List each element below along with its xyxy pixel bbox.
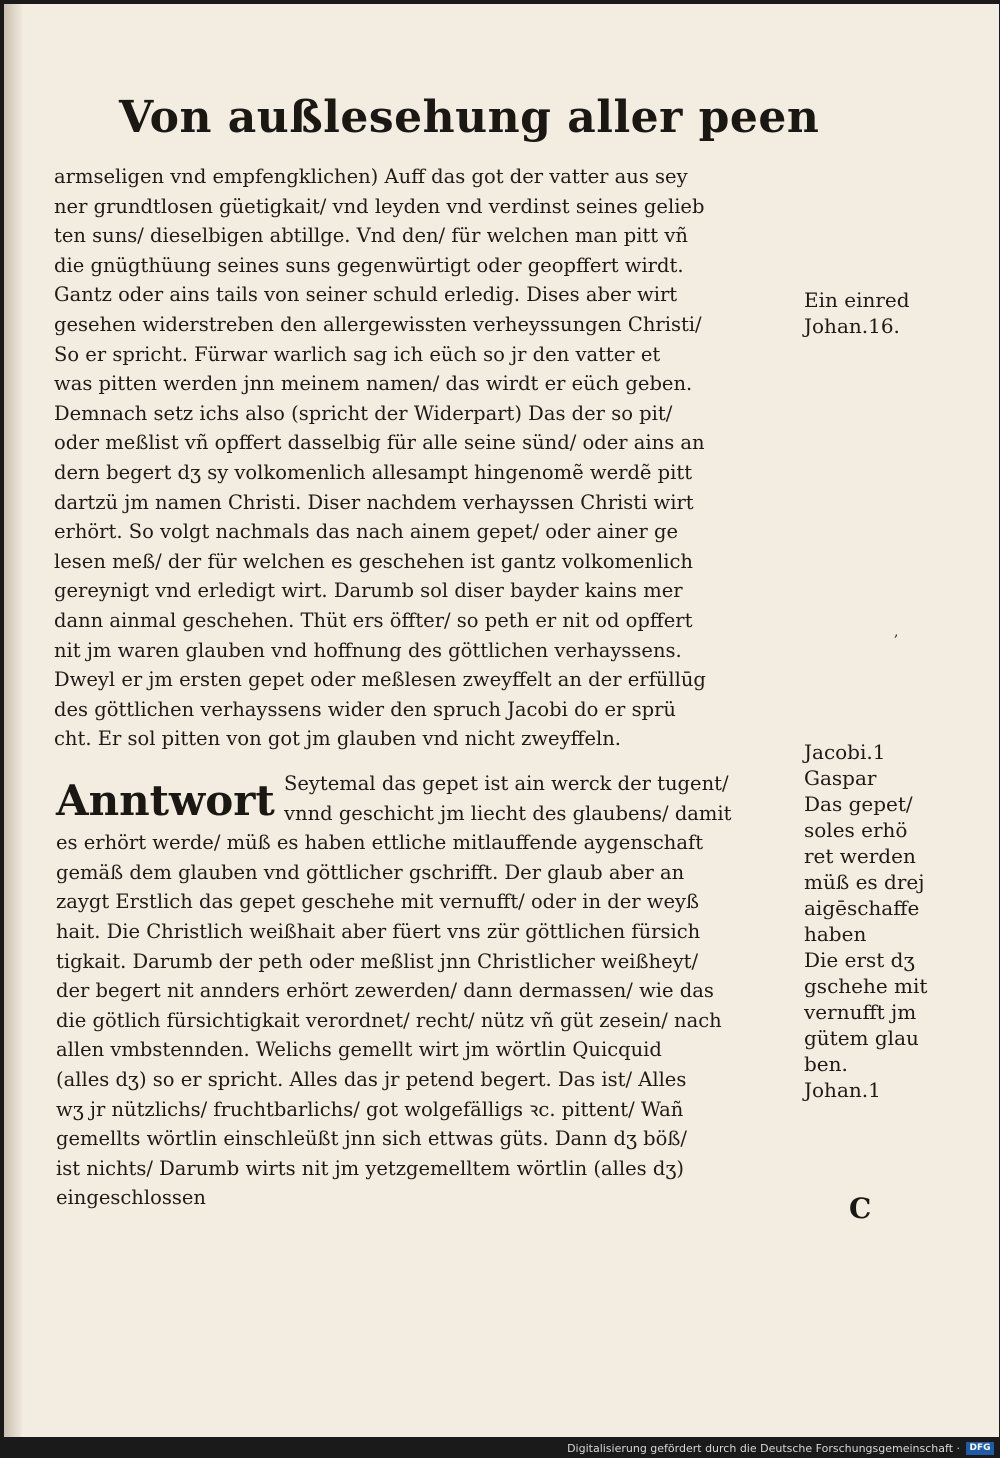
text-line: Seytemal das gepet ist ain werck der tugent/: [284, 772, 729, 795]
text-line: vnnd geschicht jm liecht des glaubens/ damit: [284, 801, 732, 825]
text-line: es erhört werde/ müß es haben ettliche mitlauffende aygenschaft: [56, 831, 704, 855]
text-line: nit jm waren glauben vnd hoffnung des göttlichen verhayssens.: [54, 638, 682, 662]
text-line: gesehen widerstreben den allergewissten verheyssungen Christi/: [54, 312, 702, 336]
margin-note-line: Johan.1: [804, 1078, 881, 1102]
margin-note-line: haben: [804, 922, 867, 946]
text-line: gemäß dem glauben vnd göttlicher gschrifft. Der glaub aber an: [56, 860, 685, 884]
text-line: cht. Er sol pitten von got jm glauben vnd nicht zweyffeln.: [54, 727, 622, 751]
text-line: So er spricht. Fürwar warlich sag ich eüch so jr den vatter et: [54, 342, 661, 366]
margin-note-top: [804, 287, 984, 339]
text-line: der begert nit annders erhört zewerden/ dann dermassen/ wie das: [56, 979, 714, 1003]
main-text-block: [54, 162, 794, 754]
text-line: tigkait. Darumb der peth oder meßlist jnn Christlicher weißheyt/: [56, 949, 699, 973]
ink-mark: ,: [894, 624, 899, 640]
text-line: dann ainmal geschehen. Thüt ers öffter/ so peth er nit od opffert: [54, 608, 693, 632]
text-line: gemellts wörtlin einschleüßt jnn sich ettwas güts. Dann dʒ böß/: [56, 1127, 687, 1151]
text-line: hait. Die Christlich weißhait aber füert vns zür göttlichen fürsich: [56, 919, 701, 943]
text-line: lesen meß/ der für welchen es geschehen ist gantz volkomenlich: [54, 549, 693, 573]
signature-mark: C: [849, 1192, 872, 1225]
text-line: ner grundtlosen güetigkait/ vnd leyden vnd verdinst seines gelieb: [54, 194, 705, 218]
text-line: erhört. So volgt nachmals das nach ainem gepet/ oder ainer ge: [54, 520, 679, 544]
margin-note-line: gschehe mit: [804, 974, 928, 998]
text-line: wʒ jr nützlichs/ fruchtbarlichs/ got wolgefälligs ꝛc. pittent/ Wañ: [56, 1097, 684, 1121]
margin-note-middle: [804, 739, 984, 1103]
text-line: oder meßlist vñ opffert dasselbig für alle seine sünd/ oder ains an: [54, 431, 705, 455]
text-line: was pitten werden jnn meinem namen/ das wirdt er eüch geben.: [54, 372, 693, 396]
margin-note-line: Johan.16.: [804, 314, 900, 338]
margin-note-line: soles erhö: [804, 818, 908, 842]
margin-note-line: Das gepet/: [804, 792, 913, 816]
margin-note-line: Ein einred: [804, 288, 910, 312]
text-line: allen vmbstennden. Welichs gemellt wirt jm wörtlin Quicquid: [56, 1038, 662, 1062]
text-line: Gantz oder ains tails von seiner schuld erledig. Dises aber wirt: [54, 283, 678, 307]
margin-note-line: müß es drej: [804, 870, 925, 894]
text-line: Demnach setz ichs also (spricht der Widerpart) Das der so pit/: [54, 401, 673, 425]
text-line: ist nichts/ Darumb wirts nit jm yetzgemelltem wörtlin (alles dʒ): [56, 1156, 684, 1180]
text-line: Dweyl er jm ersten gepet oder meßlesen zweyffelt an der erfüllūg: [54, 668, 706, 692]
text-line: ten suns/ dieselbigen abtillge. Vnd den/ für welchen man pitt vñ: [54, 224, 688, 248]
text-line: die götlich fürsichtigkait verordnet/ recht/ nütz vñ güt zesein/ nach: [56, 1008, 722, 1032]
margin-note-line: aigēschaffe: [804, 896, 920, 920]
text-line: zaygt Erstlich das gepet geschehe mit vernufft/ oder in der weyß: [56, 890, 700, 914]
book-page: [4, 4, 999, 1437]
answer-heading: Anntwort: [56, 776, 275, 825]
margin-note-line: ret werden: [804, 844, 916, 868]
text-line: gereynigt vnd erledigt wirt. Darumb sol diser bayder kains mer: [54, 579, 683, 603]
dfg-logo[interactable]: DFG: [966, 1442, 994, 1455]
funding-credit: Digitalisierung gefördert durch die Deutsche Forschungsgemeinschaft ·: [567, 1442, 960, 1455]
margin-note-line: vernufft jm: [804, 1000, 917, 1024]
text-line: dartzü jm namen Christi. Diser nachdem verhayssen Christi wirt: [54, 490, 694, 514]
text-line: (alles dʒ) so er spricht. Alles das jr petend begert. Das ist/ Alles: [56, 1067, 687, 1091]
text-line: die gnügthüung seines suns gegenwürtigt oder geopffert wirdt.: [54, 253, 684, 277]
text-line: eingeschlossen: [56, 1186, 206, 1210]
text-line: des göttlichen verhayssens wider den spruch Jacobi do er sprü: [54, 697, 676, 721]
footer-bar: [0, 1437, 1000, 1458]
margin-note-line: ben.: [804, 1052, 848, 1076]
margin-note-line: Die erst dʒ: [804, 948, 915, 972]
answer-text-block: [56, 769, 791, 1213]
margin-note-line: gütem glau: [804, 1026, 919, 1050]
text-line: armseligen vnd empfengklichen) Auff das got der vatter aus sey: [54, 165, 688, 188]
margin-note-line: Gaspar: [804, 766, 877, 790]
margin-note-line: Jacobi.1: [804, 740, 886, 764]
text-line: dern begert dʒ sy volkomenlich allesampt hingenomẽ werdẽ pitt: [54, 460, 693, 484]
running-header: Von außlesehung aller peen: [119, 92, 820, 143]
page-gutter-edge: [4, 4, 22, 1437]
